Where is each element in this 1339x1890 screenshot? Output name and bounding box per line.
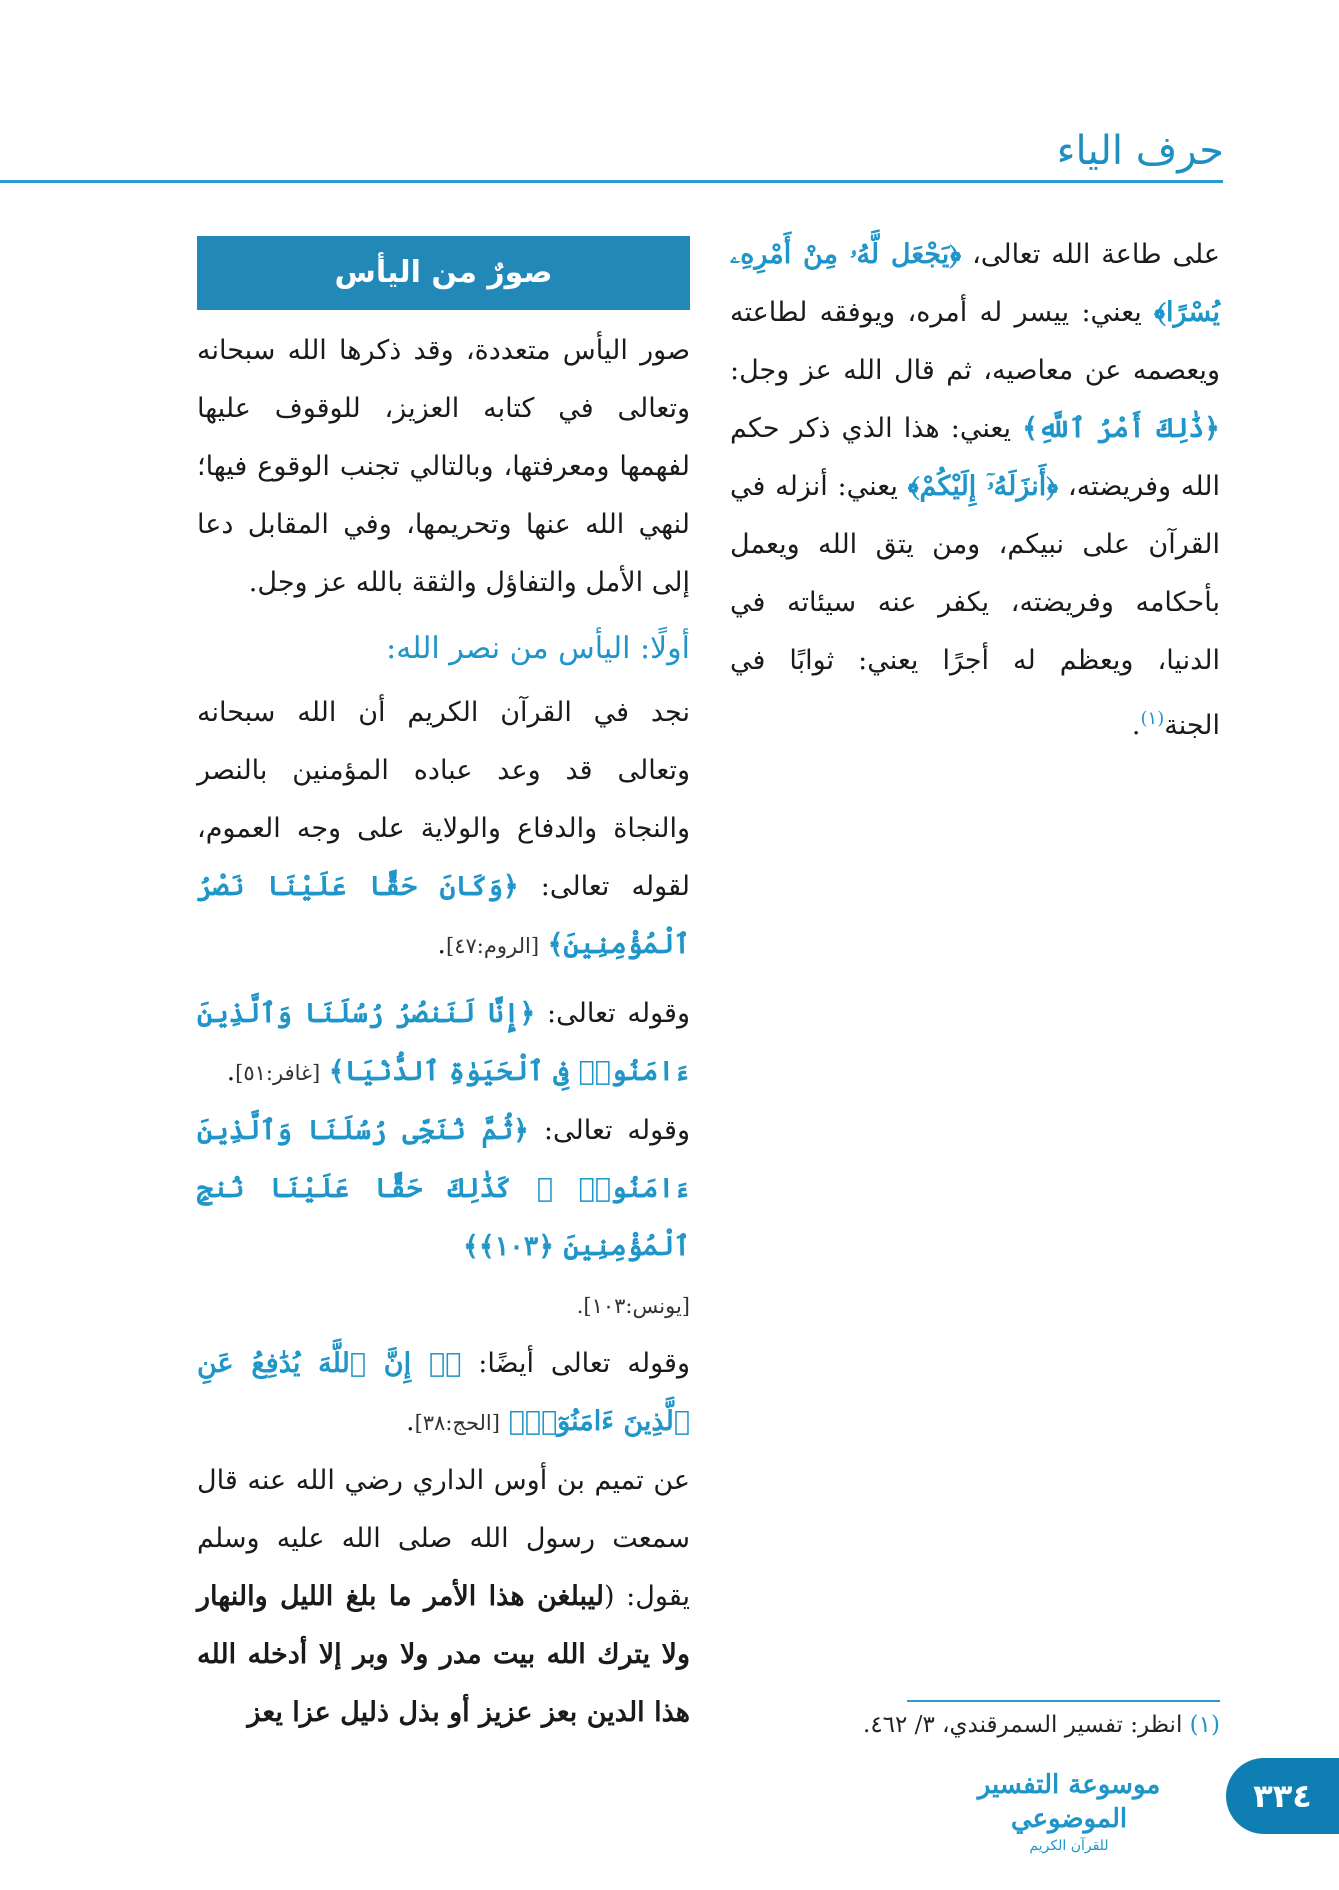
text-run: يعني: ييسر له أمره، ويوفقه لطاعته ويعصمه عن معاصيه، ثم قال الله عز وجل: <box>730 297 1220 386</box>
quran-verse: ﴿أَنزَلَهُۥٓ إِلَيْكُمْ﴾ <box>907 471 1059 502</box>
logo-title: موسوعة التفسير الموضوعي <box>977 1770 1161 1834</box>
text-run: صور اليأس متعددة، وقد ذكرها الله سبحانه وتعالى في كتابه العزيز، للوقوف عليها لفهمها ومعرفتها، وبالتالي تجنب الوقوع فيها؛ لنهي الله عنها وتحريمها، وفي المقابل دعا إلى الأمل والتفاؤل والثقة بالله عز وجل. <box>197 335 690 598</box>
footnote-text: انظر: تفسير السمرقندي، ٣/ ٤٦٢. <box>863 1712 1183 1738</box>
text-run: نجد في القرآن الكريم أن الله سبحانه وتعالى قد وعد عباده المؤمنين بالنصر والنجاة والدفاع والولاية على وجه العموم، لقوله تعالى: <box>197 697 690 902</box>
quran-verse: ﴿إِنَّا لَنَنصُرُ رُسُلَنَا وَٱلَّذِينَ ءَامَنُوا۟ فِى ٱلْحَيَوٰةِ ٱلدُّنْيَا﴾ <box>197 998 690 1087</box>
paragraph-hajj <box>197 1335 690 1452</box>
text-run: . <box>226 1056 236 1087</box>
text-run: وقوله تعالى: <box>535 998 690 1029</box>
text-run: على طاعة الله تعالى، <box>961 239 1220 270</box>
right-column <box>730 226 1220 755</box>
chapter-title: حرف الياء <box>1056 128 1224 174</box>
left-column <box>197 236 690 1742</box>
footnote-marker: (١) <box>1140 708 1165 729</box>
footnote <box>863 1712 1220 1738</box>
text-run: وقوله تعالى أيضًا: <box>461 1348 690 1379</box>
text-run: عن تميم بن أوس الداري رضي الله عنه قال سمعت رسول الله صلى الله عليه وسلم يقول: ( <box>197 1465 691 1612</box>
quran-verse: ﴿ثُمَّ نُنَجِّى رُسُلَنَا وَٱلَّذِينَ ءَامَنُوا۟ ۚ كَذَٰلِكَ حَقًّا عَلَيْنَا نُنجِ ٱلْمُؤْمِنِينَ ﴿١٠٣﴾﴾ <box>197 1115 690 1262</box>
encyclopedia-logo <box>938 1768 1200 1854</box>
hadith-text: ليبلغن هذا الأمر ما بلغ الليل والنهار ولا يترك الله بيت مدر ولا وبر إلا أدخله الله هذا الدين بعز عزيز أو بذل ذليل عزا يعز <box>197 1581 690 1728</box>
text-run: . <box>405 1406 415 1437</box>
text-run <box>539 929 548 960</box>
section-heading: صورٌ من اليأس <box>197 236 690 310</box>
verse-reference: [غافر:٥١] <box>235 1061 321 1085</box>
quran-verse: ﴿وَكَانَ حَقًّا عَلَيْنَا نَصْرُ ٱلْمُؤْمِنِينَ﴾ <box>197 871 690 960</box>
text-run: يعني: هذا الذي ذكر حكم الله وفريضته، <box>730 413 1220 502</box>
text-run <box>500 1406 509 1437</box>
text-run: يعني: أنزله في القرآن على نبيكم، ومن يتق الله ويعمل بأحكامه وفريضته، يكفر عنه سيئاته في الدنيا، ويعظم له أجرًا يعني: ثوابًا في الجنة <box>730 471 1220 741</box>
header-divider <box>0 180 1223 183</box>
subheading: أولًا: اليأس من نصر الله: <box>386 631 690 666</box>
text-run: وقوله تعالى: <box>528 1115 690 1146</box>
reference-yunus: [يونس:١٠٣]. <box>576 1294 690 1318</box>
right-paragraph <box>730 226 1220 755</box>
logo-subtitle: للقرآن الكريم <box>1029 1838 1109 1854</box>
intro-paragraph <box>197 322 690 612</box>
text-run: . <box>437 929 447 960</box>
footnote-number: (١) <box>1189 1712 1220 1738</box>
verse-reference: [الحج:٣٨] <box>414 1411 500 1435</box>
text-run: . <box>1131 710 1141 741</box>
page-number: ٣٣٤ <box>1226 1758 1339 1834</box>
verse-reference: [الروم:٤٧] <box>446 934 540 958</box>
paragraph-yunus <box>197 1102 690 1276</box>
text-run <box>320 1056 329 1087</box>
quran-verse: ﴿۞ إِنَّ ٱللَّهَ يُدَٰفِعُ عَنِ ٱلَّذِينَ ءَامَنُوٓا۟﴾ <box>197 1348 690 1437</box>
quran-verse: ﴿ذَٰلِكَ أَمْرُ ٱللَّهِ﴾ <box>1022 413 1220 444</box>
quran-verse: ﴿يَجْعَل لَّهُۥ مِنْ أَمْرِهِۦ يُسْرًا﴾ <box>730 239 1220 328</box>
paragraph-nasr <box>197 684 690 975</box>
footnote-divider <box>907 1700 1220 1702</box>
paragraph-hadith <box>197 1452 690 1742</box>
paragraph-ghafir <box>197 985 690 1102</box>
